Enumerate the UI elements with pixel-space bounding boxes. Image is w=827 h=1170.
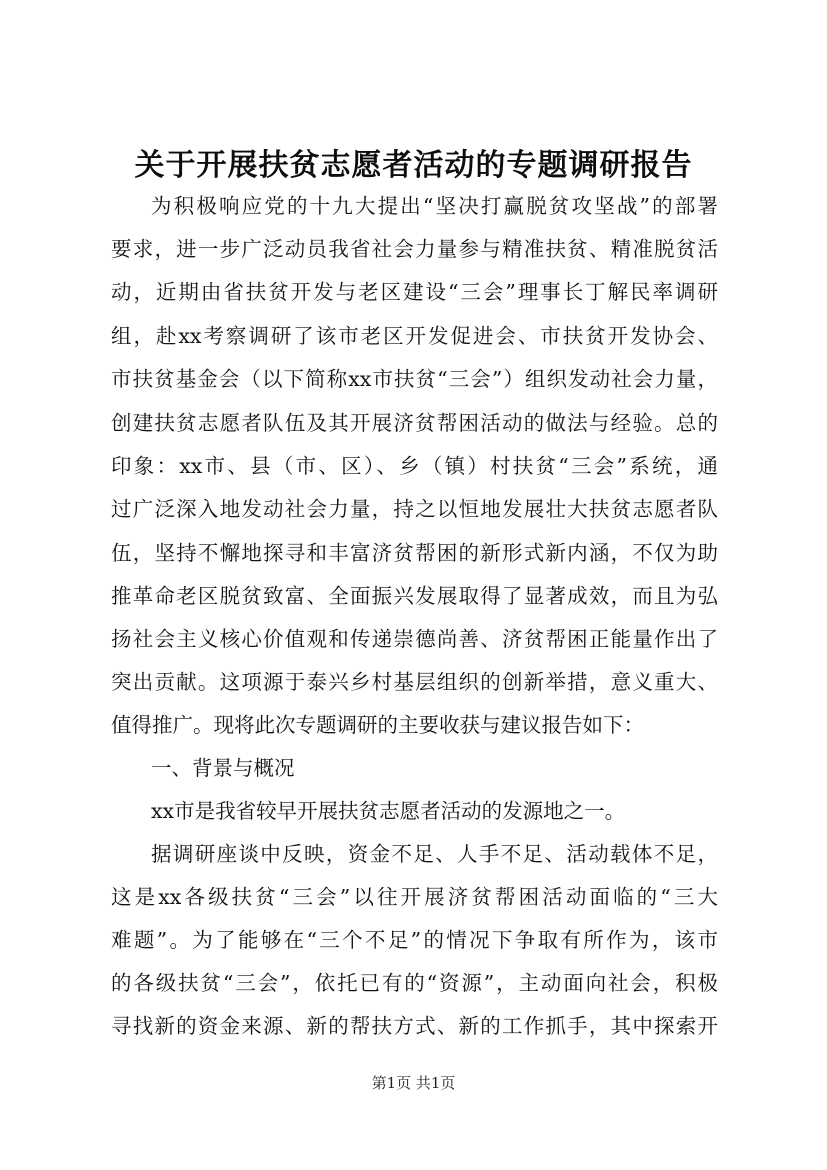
paragraph-line: 寻找新的资金来源、新的帮扶方式、新的工作抓手，其中探索开	[111, 1014, 718, 1038]
paragraph-line: 扬社会主义核心价值观和传递崇德尚善、济贫帮困正能量作出了	[111, 627, 718, 651]
paragraph-line: 市扶贫基金会（以下简称xx市扶贫“三会”）组织发动社会力量，	[111, 367, 718, 391]
paragraph-line: 要求，进一步广泛动员我省社会力量参与精准扶贫、精准脱贫活	[111, 237, 718, 261]
document-title: 关于开展扶贫志愿者活动的专题调研报告	[134, 148, 693, 183]
paragraph-line: 据调研座谈中反映，资金不足、人手不足、活动载体不足，	[151, 842, 718, 866]
paragraph-line: 值得推广。现将此次专题调研的主要收获与建议报告如下：	[111, 713, 644, 737]
paragraph-line: 为积极响应党的十九大提出“坚决打赢脱贫攻坚战”的部署	[151, 194, 718, 218]
paragraph-line: 突出贡献。这项源于泰兴乡村基层组织的创新举措，意义重大、	[111, 670, 718, 694]
section-heading: 一、背景与概况	[151, 756, 295, 780]
page-number-footer: 第1页 共1页	[371, 1074, 456, 1092]
paragraph-line: 这是xx各级扶贫“三会”以往开展济贫帮困活动面临的“三大	[111, 885, 718, 909]
paragraph-line: 创建扶贫志愿者队伍及其开展济贫帮困活动的做法与经验。总的	[111, 411, 718, 435]
paragraph-line: 过广泛深入地发动社会力量，持之以恒地发展壮大扶贫志愿者队	[111, 497, 718, 521]
paragraph-line: 难题”。为了能够在“三个不足”的情况下争取有所作为，该市	[111, 928, 718, 952]
paragraph-line: 伍，坚持不懈地探寻和丰富济贫帮困的新形式新内涵，不仅为助	[111, 541, 718, 565]
paragraph-line: 组，赴xx考察调研了该市老区开发促进会、市扶贫开发协会、	[111, 324, 718, 348]
paragraph-line: 的各级扶贫“三会”，依托已有的“资源”，主动面向社会，积极	[111, 971, 718, 995]
paragraph-line: 印象：xx市、县（市、区）、乡（镇）村扶贫“三会”系统，通	[111, 454, 718, 478]
paragraph-line: 动，近期由省扶贫开发与老区建设“三会”理事长丁解民率调研	[111, 280, 718, 304]
paragraph-line: 推革命老区脱贫致富、全面振兴发展取得了显著成效，而且为弘	[111, 584, 718, 608]
paragraph-line: xx市是我省较早开展扶贫志愿者活动的发源地之一。	[151, 799, 626, 823]
